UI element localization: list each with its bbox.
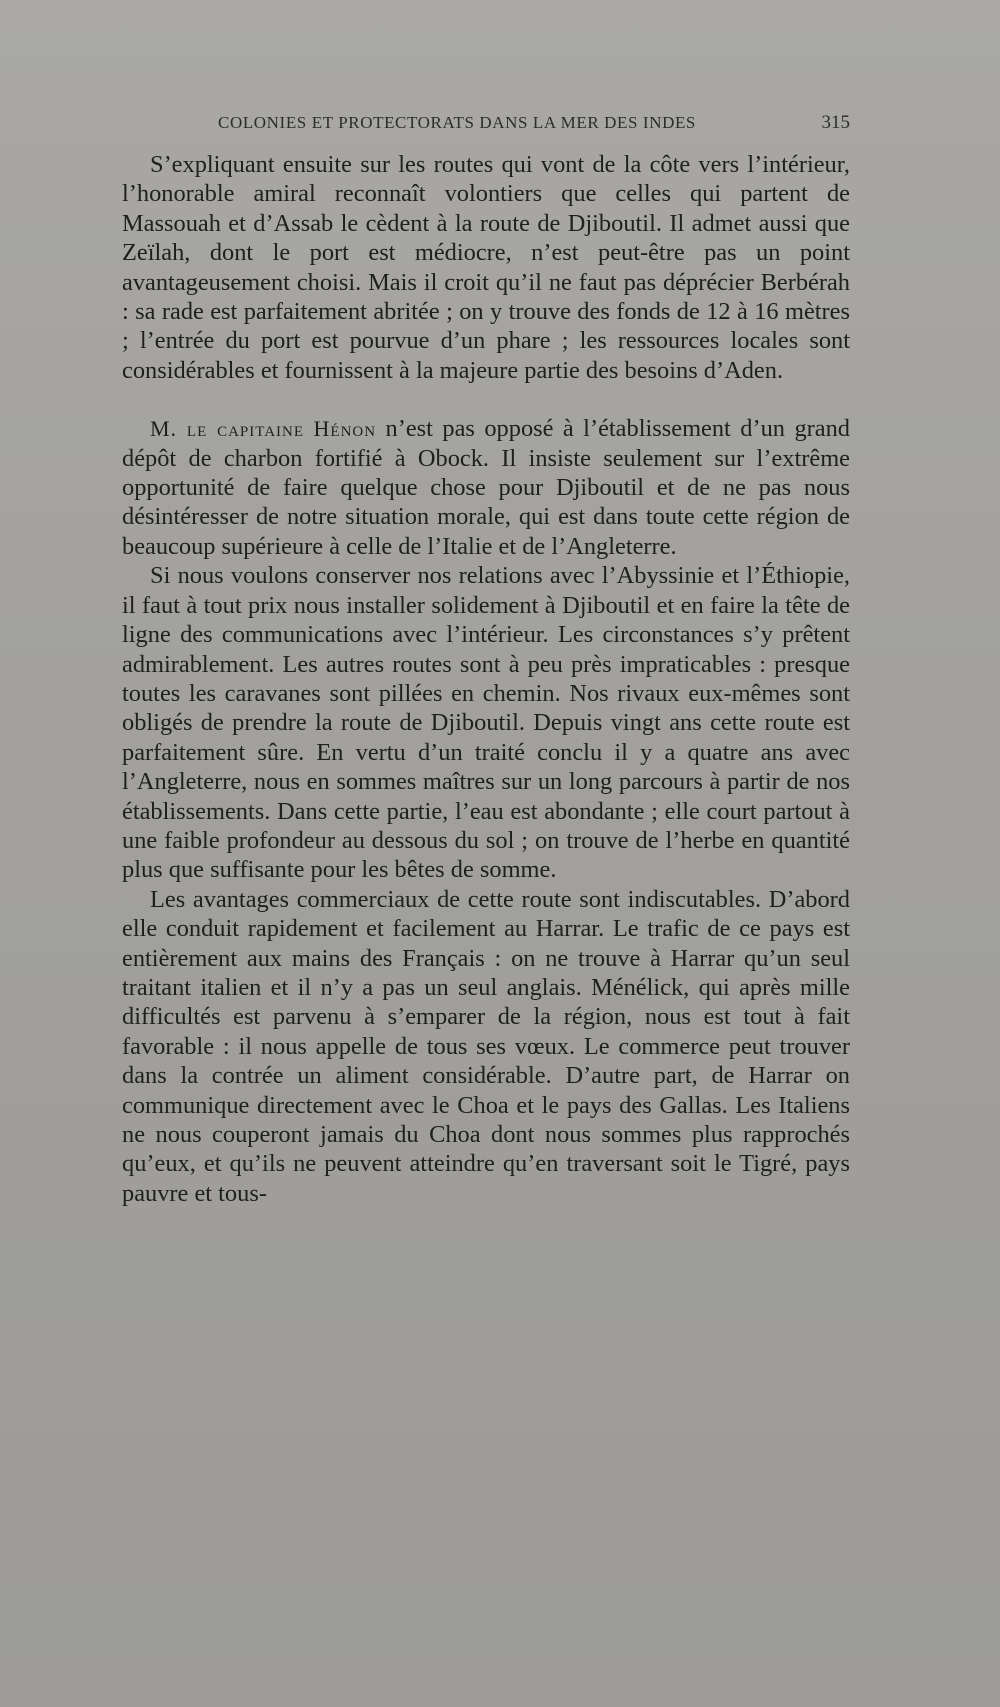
paragraph-3: Si nous voulons conserver nos relations avec l’Abyssinie et l’Éthiopie, il faut à tout prix nous installer solidement à Djiboutil et en faire la tête de ligne des communications avec l’intérieur. Les circonstances s’y prêtent admirablement. Les autres routes sont à peu près impraticables : presque toutes les caravanes sont pillées en chemin. Nos rivaux eux-mêmes sont obligés de prendre la route de Djiboutil. Depuis vingt ans cette route est parfaitement sûre. En vertu d’un traité conclu il y a quatre ans avec l’Angleterre, nous en sommes maîtres sur un long parcours à partir de nos établissements. Dans cette partie, l’eau est abondante ; elle court partout à une faible profondeur au dessous du sol ; on trouve de l’herbe en quantité plus que suffisante pour les bêtes de somme. bbox=[122, 562, 850, 884]
speaker-title: M. le capitaine bbox=[150, 416, 305, 442]
paragraph-1: S’expliquant ensuite sur les routes qui vont de la côte vers l’intérieur, l’honorable amiral reconnaît volontiers que celles qui partent de Massouah et d’Assab le cèdent à la route de Djiboutil. Il admet aussi que Zeïlah, dont le port est médiocre, n’est peut-être pas un point avantageusement choisi. Mais il croit qu’il ne faut pas déprécier Berbérah : sa rade est parfaitement abritée ; on y trouve des fonds de 12 à 16 mètres ; l’entrée du port est pourvue d’un phare ; les ressources locales sont considérables et fournissent à la majeure partie des besoins d’Aden. bbox=[122, 151, 850, 384]
speaker-name: Hénon bbox=[313, 416, 377, 442]
paragraph-2 bbox=[122, 414, 850, 561]
page-number: 315 bbox=[821, 112, 850, 133]
running-head bbox=[218, 112, 850, 134]
running-title: COLONIES ET PROTECTORATS DANS LA MER DES INDES bbox=[218, 113, 696, 132]
paragraph-2-text: n’est pas opposé à l’établissement d’un grand dépôt de charbon fortifié à Obock. Il insiste seulement sur l’extrême opportunité de faire quelque chose pour Djiboutil et de ne pas nous désintéresser de notre situation morale, qui est dans toute cette région de beaucoup supérieure à celle de l’Italie et de l’Angleterre. bbox=[122, 415, 850, 560]
body-text bbox=[122, 150, 850, 1208]
paragraph-4: Les avantages commerciaux de cette route sont indiscutables. D’abord elle conduit rapidement et facilement au Harrar. Le trafic de ce pays est entièrement aux mains des Français : on ne trouve à Harrar qu’un seul traitant italien et il n’y a pas un seul anglais. Ménélick, qui après mille difficultés est parvenu à s’emparer de la région, nous est tout à fait favorable : il nous appelle de tous ses vœux. Le commerce peut trouver dans la contrée un aliment considérable. D’autre part, de Harrar on communique directement avec le Choa et le pays des Gallas. Les Italiens ne nous couperont jamais du Choa dont nous sommes plus rapprochés qu’eux, et qu’ils ne peuvent atteindre qu’en traversant soit le Tigré, pays pauvre et tous- bbox=[122, 885, 850, 1207]
